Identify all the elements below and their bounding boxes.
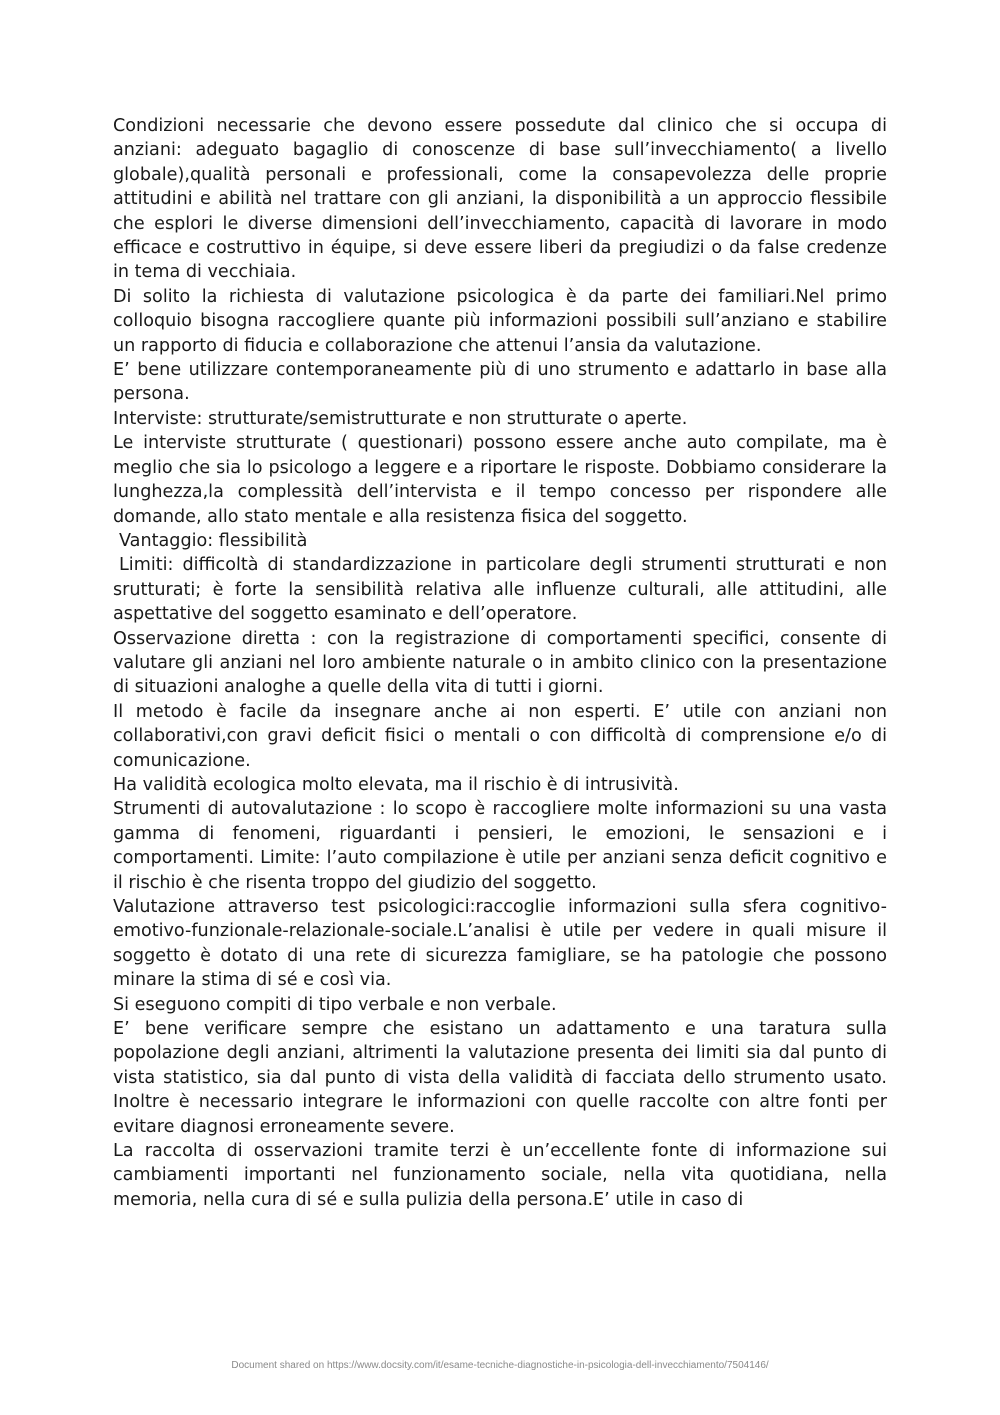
paragraph-psychological-tests: Valutazione attraverso test psicologici:raccoglie informazioni sulla sfera cognitivo-emotivo-funzionale-relazionale-sociale.L’analisi è utile per vedere in quali misure il soggetto è dotato di una rete di sicurezza famigliare, se ha patologie che possono minare la stima di sé e così via. <box>113 897 887 991</box>
paragraph-third-party-observation: La raccolta di osservazioni tramite terzi è un’eccellente fonte di informazione sui cambiamenti importanti nel funzionamento sociale, nella vita quotidiana, nella memoria, nella cura di sé e sulla pulizia della persona.E’ utile in caso di <box>113 1141 887 1210</box>
footer-share-link: Document shared on https://www.docsity.com/it/esame-tecniche-diagnostiche-in-psicologia-dell-invecchiamento/7504146/ <box>231 1360 769 1371</box>
paragraph-clinician-requirements: Condizioni necessarie che devono essere possedute dal clinico che si occupa di anziani: adeguato bagaglio di conoscenze di base sull’invecchiamento( a livello globale),qualità personali e professionali, come la consapevolezza delle proprie attitudini e abilità nel trattare con gli anziani, la disponibilità a un approccio flessibile che esplori le diverse dimensioni dell’invecchiamento, capacità di lavorare in modo efficace e costruttivo in équipe, si deve essere liberi da pregiudizi o da false credenze in tema di vecchiaia. <box>113 116 887 283</box>
paragraph-method-easy: Il metodo è facile da insegnare anche ai non esperti. E’ utile con anziani non collaborativi,con gravi deficit fisici o mentali o con difficoltà di comprensione e/o di comunicazione. <box>113 701 887 771</box>
paragraph-calibration: E’ bene verificare sempre che esistano un adattamento e una taratura sulla popolazione degli anziani, altrimenti la valutazione presenta dei limiti sia dal punto di vista statistico, sia dal punto di vista della validità di facciata dello strumento usato. Inoltre è necessario integrare le informazioni con quelle raccolte con altre fonti per evitare diagnosi erroneamente severe. <box>113 1019 887 1137</box>
paragraph-multiple-tools: E’ bene utilizzare contemporaneamente più di uno strumento e adattarlo in base alla persona. <box>113 360 887 405</box>
paragraph-interview-types: Interviste: strutturate/semistrutturate e non strutturate o aperte. <box>113 408 688 429</box>
paragraph-verbal-tasks: Si eseguono compiti di tipo verbale e non verbale. <box>113 994 557 1015</box>
paragraph-structured-interviews: Le interviste strutturate ( questionari) possono essere anche auto compilate, ma è meglio che sia lo psicologo a leggere e a riportare le risposte. Dobbiamo considerare la lunghezza,la complessità dell’intervista e il tempo concesso per rispondere alle domande, allo stato mentale e alla resistenza fisica del soggetto. <box>113 433 887 527</box>
paragraph-ecological-validity: Ha validità ecologica molto elevata, ma il rischio è di intrusività. <box>113 774 679 795</box>
paragraph-direct-observation: Osservazione diretta : con la registrazione di comportamenti specifici, consente di valutare gli anziani nel loro ambiente naturale o in ambito clinico con la presentazione di situazioni analoghe a quelle della vita di tutti i giorni. <box>113 628 887 698</box>
document-body <box>113 114 887 1212</box>
paragraph-limits: Limiti: difficoltà di standardizzazione in particolare degli strumenti strutturati e non srutturati; è forte la sensibilità relativa alle influenze culturali, alle attitudini, alle aspettative del soggetto esaminato e dell’operatore. <box>113 555 887 625</box>
paragraph-self-assessment: Strumenti di autovalutazione : lo scopo è raccogliere molte informazioni su una vasta gamma di fenomeni, riguardanti i pensieri, le emozioni, le sensazioni e i comportamenti. Limite: l’auto compilazione è utile per anziani senza deficit cognitivo e il rischio è che risenta troppo del giudizio del soggetto. <box>113 799 887 893</box>
paragraph-advantage: Vantaggio: flessibilità <box>119 530 308 551</box>
paragraph-first-interview: Di solito la richiesta di valutazione psicologica è da parte dei familiari.Nel primo colloquio bisogna raccogliere quante più informazioni possibili sull’anziano e stabilire un rapporto di fiducia e collaborazione che attenui l’ansia da valutazione. <box>113 286 887 356</box>
